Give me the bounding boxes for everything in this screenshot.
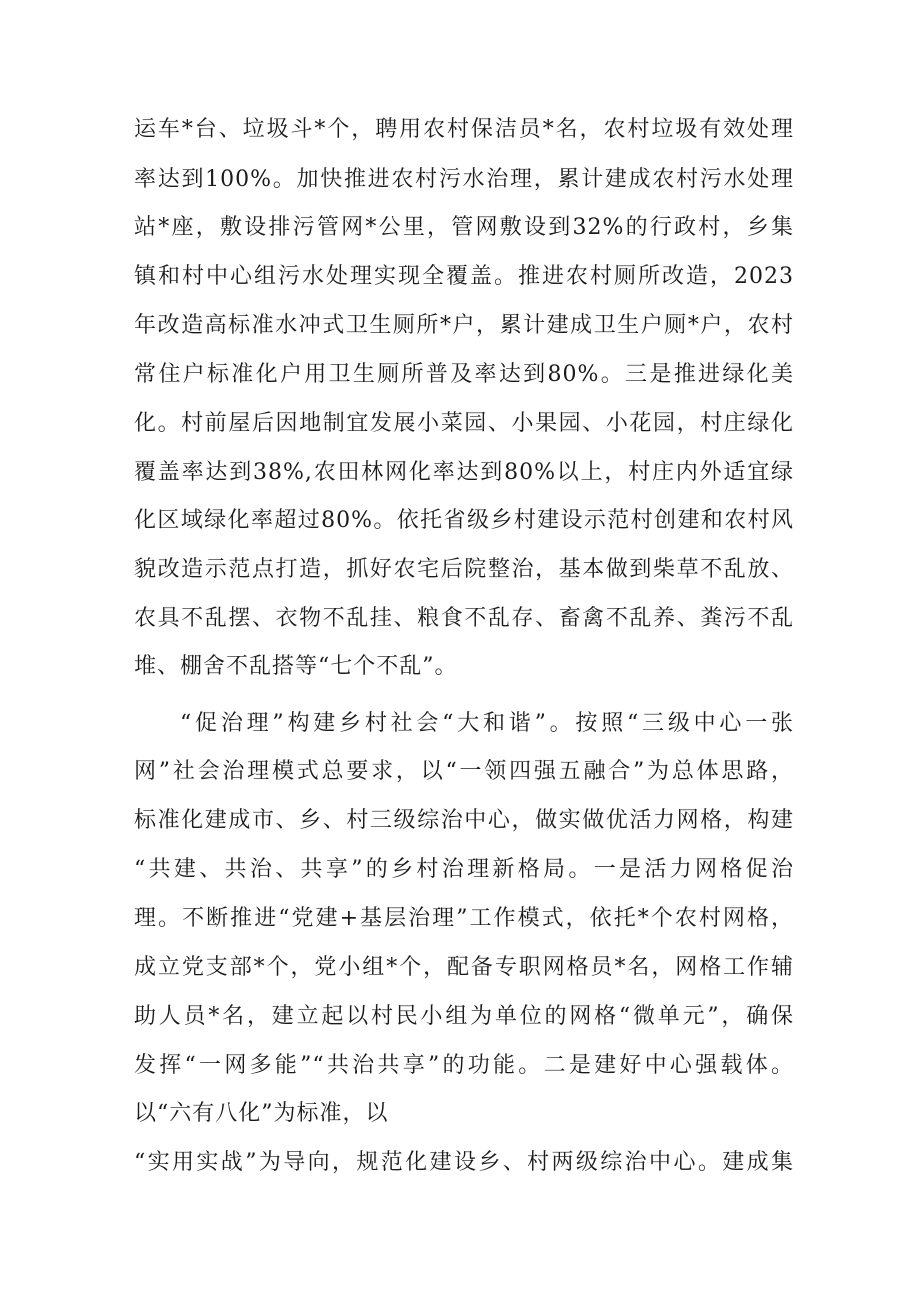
- text-line: 农具不乱摆、衣物不乱挂、粮食不乱存、畜禽不乱养、粪污不乱: [134, 606, 794, 631]
- text-line: 镇和村中心组污水处理实现全覆盖。推进农村厕所改造，2023: [134, 264, 794, 289]
- text-line: 网”社会治理模式总要求，以“一领四强五融合”为总体思路，: [134, 759, 794, 784]
- text-line: 化区域绿化率超过80%。依托省级乡村建设示范村创建和农村风: [134, 508, 794, 533]
- text-line: 成立党支部*个，党小组*个，配备专职网格员*名，网格工作辅: [134, 955, 794, 980]
- text-line: 标准化建成市、乡、村三级综治中心，做实做优活力网格，构建: [134, 808, 794, 833]
- text-line: 貌改造示范点打造，抓好农宅后院整治，基本做到柴草不乱放、: [134, 557, 794, 582]
- text-line: 站*座，敷设排污管网*公里，管网敷设到32%的行政村，乡集: [134, 215, 794, 240]
- paragraph-first-line: “促治理”构建乡村社会“大和谐”。按照“三级中心一张: [180, 711, 794, 736]
- text-line: 运车*台、垃圾斗*个，聘用农村保洁员*名，农村垃圾有效处理: [134, 117, 794, 142]
- text-line: 发挥“一网多能”“共治共享”的功能。二是建好中心强载体。: [134, 1053, 794, 1078]
- text-line: 助人员*名，建立起以村民小组为单位的网格“微单元”，确保: [134, 1004, 794, 1029]
- text-line: 常住户标准化户用卫生厕所普及率达到80%。三是推进绿化美: [134, 362, 794, 387]
- text-line: 覆盖率达到38%,农田林网化率达到80%以上，村庄内外适宜绿: [134, 460, 794, 485]
- text-line: 率达到100%。加快推进农村污水治理，累计建成农村污水处理: [134, 167, 794, 192]
- text-line: 化。村前屋后因地制宜发展小菜园、小果园、小花园，村庄绿化: [134, 411, 794, 436]
- text-line: 堆、棚舍不乱搭等“七个不乱”。: [134, 654, 458, 679]
- text-line: 理。不断推进“党建+基层治理”工作模式，依托*个农村网格，: [134, 906, 794, 931]
- text-line: 年改造高标准水冲式卫生厕所*户，累计建成卫生户厕*户，农村: [134, 313, 794, 338]
- text-line: “实用实战”为导向，规范化建设乡、村两级综治中心。建成集: [134, 1150, 794, 1175]
- text-line: 以“六有八化”为标准，以: [134, 1101, 389, 1126]
- text-line: “共建、共治、共享”的乡村治理新格局。一是活力网格促治: [134, 857, 794, 882]
